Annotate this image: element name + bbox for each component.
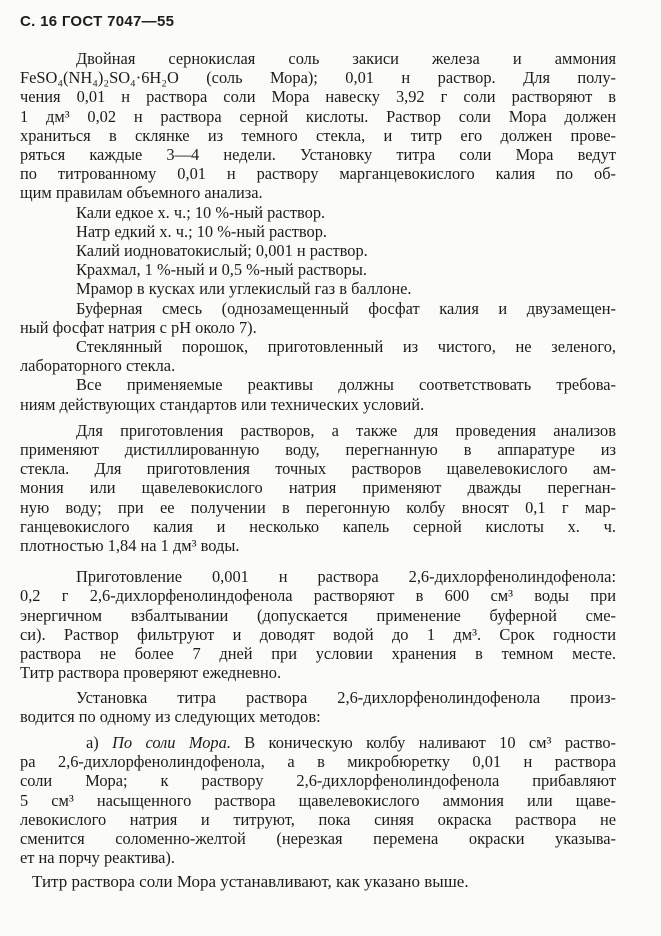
paragraph-marble	[76, 279, 616, 298]
text-line: Установка титра раствора 2,6-дихлорфенолиндофенола произ-	[76, 687, 616, 707]
paragraph-method-mohr-salt	[20, 733, 616, 867]
method-title: По соли Мора.	[112, 732, 231, 752]
text-line: си). Раствор фильтруют и доводят водой до 1 дм³. Срок годности	[20, 624, 616, 644]
item-label: а)	[86, 732, 99, 752]
text-line: FeSO₄(NH₄)₂SO₄·6H₂O (соль Мора); 0,01 н раствор. Для полу-	[20, 68, 616, 88]
text-line: мония или щавелевокислого натрия применяют дважды перегнан-	[20, 478, 616, 498]
text-line: водится по одному из следующих методов:	[20, 706, 321, 726]
text-line: плотностью 1,84 на 1 дм³ воды.	[20, 536, 240, 556]
document-body	[20, 49, 617, 892]
paragraph-dcpip-preparation	[20, 567, 616, 682]
text-line: щим правилам объемного анализа.	[20, 183, 263, 203]
text-line: ганцевокислого калия и несколько капель серной кислоты х. ч.	[20, 516, 616, 536]
text-line: ный фосфат натрия с pH около 7).	[20, 317, 257, 337]
text-line	[20, 733, 616, 752]
text-line: 1 дм³ 0,02 н раствора серной кислоты. Раствор соли Мора должен	[20, 106, 616, 126]
text-line: Натр едкий х. ч.; 10 %-ный раствор.	[76, 221, 328, 241]
text-line: ную воду; при ее получении в перегонную колбу вносят 0,1 г мар-	[20, 497, 616, 517]
text-fragment: В коническую колбу наливают 10 см³ раство-	[244, 732, 617, 752]
paragraph-reagents-requirements	[20, 375, 616, 413]
text-line: чения 0,01 н раствора соли Мора навеску 3,92 г соли растворяют в	[20, 87, 616, 107]
paragraph-starch	[76, 260, 616, 279]
text-line: Приготовление 0,001 н раствора 2,6-дихлорфенолиндофенола:	[76, 567, 616, 587]
text-line: 5 см³ насыщенного раствора щавелевокислого аммония или щаве-	[20, 790, 616, 810]
paragraph-distilled-water	[20, 421, 616, 555]
text-line: соли Мора; к раствору 2,6-дихлорфенолиндофенола прибавляют	[20, 771, 616, 791]
text-line: храниться в склянке из темного стекла, и титр его должен прове-	[20, 125, 616, 145]
text-line: ра 2,6-дихлорфенолиндофенола, а в микробюретку 0,01 н раствора	[20, 752, 616, 772]
text-line: Буферная смесь (однозамещенный фосфат калия и двузамещен-	[76, 298, 616, 318]
text-line: Титр раствора проверяют ежедневно.	[20, 663, 282, 683]
paragraph-potassium-hydroxide	[76, 203, 616, 222]
text-line: ет на порчу реактива).	[20, 848, 175, 868]
text-line: Титр раствора соли Мора устанавливают, как указано выше.	[32, 872, 469, 892]
text-line: 0,2 г 2,6-дихлорфенолиндофенола растворяют в 600 см³ воды при	[20, 586, 616, 606]
paragraph-glass-powder	[20, 337, 616, 375]
text-line: Все применяемые реактивы должны соответствовать требова-	[76, 375, 616, 395]
text-line: Крахмал, 1 %-ный и 0,5 %-ный растворы.	[76, 260, 367, 280]
text-line: ниям действующих стандартов или технических условий.	[20, 394, 425, 414]
text-line: Калий иодноватокислый; 0,001 н раствор.	[76, 241, 368, 261]
text-line: лабораторного стекла.	[20, 356, 176, 376]
paragraph-titer-methods	[20, 688, 616, 726]
paragraph-sodium-hydroxide	[76, 222, 616, 241]
text-line: Мрамор в кусках или углекислый газ в баллоне.	[76, 279, 412, 299]
text-line: стекла. Для приготовления точных растворов щавелевокислого ам-	[20, 459, 616, 479]
text-line: Для приготовления растворов, а также для проведения анализов	[76, 420, 616, 440]
paragraph-mohr-salt	[20, 49, 616, 203]
text-line: раствора не более 7 дней при условии хранения в темном месте.	[20, 644, 616, 664]
text-line: Стеклянный порошок, приготовленный из чистого, не зеленого,	[76, 337, 616, 357]
text-line: сменится соломенно-желтой (нерезкая перемена окраски указыва-	[20, 828, 616, 848]
text-line: по титрованному 0,01 н раствору марганцевокислого калия по об-	[20, 164, 616, 184]
text-line: применяют дистиллированную воду, перегнанную в аппаратуре из	[20, 440, 616, 460]
page-header: С. 16 ГОСТ 7047—55	[20, 13, 175, 30]
text-line: левокислого натрия и титруют, пока синяя окраска раствора не	[20, 809, 616, 829]
paragraph-titer-note	[32, 872, 616, 891]
text-line: ряться каждые 3—4 недели. Установку титра соли Мора ведут	[20, 145, 616, 165]
text-line: энергичном взбалтывании (допускается применение буферной сме-	[20, 605, 616, 625]
text-line: Кали едкое х. ч.; 10 %-ный раствор.	[76, 202, 326, 222]
text-line: Двойная сернокислая соль закиси железа и аммония	[76, 49, 616, 68]
paragraph-potassium-iodate	[76, 241, 616, 260]
paragraph-buffer-mixture	[20, 299, 616, 337]
